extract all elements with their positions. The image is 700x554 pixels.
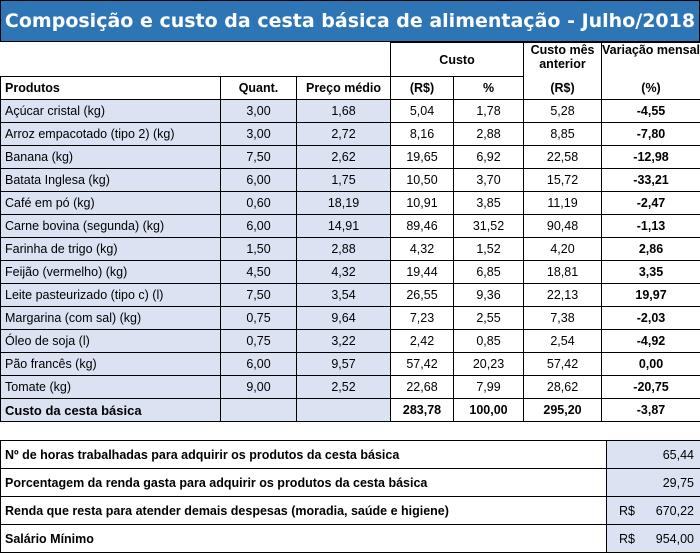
table-row xyxy=(1,307,700,330)
quant-cell: 0,75 xyxy=(221,330,297,353)
product-name-cell: Arroz empacotado (tipo 2) (kg) xyxy=(1,123,221,146)
cesta-basica-table xyxy=(0,42,700,422)
summary-value-cell xyxy=(607,469,700,497)
table-row xyxy=(1,353,700,376)
header-variacao-unit: (%) xyxy=(602,77,700,100)
custo-cell: 2,42 xyxy=(391,330,454,353)
custo-pct-cell: 9,36 xyxy=(454,284,524,307)
variacao-cell: -7,80 xyxy=(602,123,700,146)
variacao-cell: -20,75 xyxy=(602,376,700,399)
custo-pct-cell: 0,85 xyxy=(454,330,524,353)
product-name-cell: Café em pó (kg) xyxy=(1,192,221,215)
custo-anterior-cell: 57,42 xyxy=(524,353,602,376)
table-row xyxy=(1,238,700,261)
custo-cell: 26,55 xyxy=(391,284,454,307)
product-name-cell: Feijão (vermelho) (kg) xyxy=(1,261,221,284)
custo-cell: 4,32 xyxy=(391,238,454,261)
quant-cell: 9,00 xyxy=(221,376,297,399)
summary-label: Porcentagem da renda gasta para adquirir os produtos da cesta básica xyxy=(1,469,607,497)
custo-anterior-cell: 22,13 xyxy=(524,284,602,307)
variacao-cell: -12,98 xyxy=(602,146,700,169)
variacao-cell: 3,35 xyxy=(602,261,700,284)
quant-cell: 6,00 xyxy=(221,215,297,238)
custo-anterior-cell: 8,85 xyxy=(524,123,602,146)
total-row xyxy=(1,399,700,422)
currency-symbol: R$ xyxy=(619,531,635,546)
header-custo-mes-anterior: Custo mês anterior xyxy=(524,43,602,77)
quant-cell: 4,50 xyxy=(221,261,297,284)
variacao-cell: -4,55 xyxy=(602,100,700,123)
product-name-cell: Batata Inglesa (kg) xyxy=(1,169,221,192)
preco-medio-cell: 1,75 xyxy=(297,169,391,192)
custo-cell: 7,23 xyxy=(391,307,454,330)
page-title: Composição e custo da cesta básica de alimentação - Julho/2018 xyxy=(0,0,700,42)
header-row-top xyxy=(1,43,700,77)
header-custo-pct: % xyxy=(454,77,524,100)
preco-medio-cell: 2,52 xyxy=(297,376,391,399)
preco-medio-cell: 2,62 xyxy=(297,146,391,169)
custo-anterior-cell: 28,62 xyxy=(524,376,602,399)
total-anterior: 295,20 xyxy=(524,399,602,422)
total-variacao: -3,87 xyxy=(602,399,700,422)
header-produtos: Produtos xyxy=(1,77,221,100)
product-name-cell: Óleo de soja (l) xyxy=(1,330,221,353)
custo-pct-cell: 6,85 xyxy=(454,261,524,284)
preco-medio-cell: 2,72 xyxy=(297,123,391,146)
total-label: Custo da cesta básica xyxy=(1,399,221,422)
custo-anterior-cell: 11,19 xyxy=(524,192,602,215)
custo-anterior-cell: 22,58 xyxy=(524,146,602,169)
custo-anterior-cell: 4,20 xyxy=(524,238,602,261)
custo-pct-cell: 3,70 xyxy=(454,169,524,192)
variacao-cell: -2,47 xyxy=(602,192,700,215)
summary-row xyxy=(1,525,700,553)
summary-value-cell xyxy=(607,441,700,469)
header-custo: Custo xyxy=(391,43,524,77)
currency-symbol: R$ xyxy=(619,503,635,518)
custo-anterior-cell: 90,48 xyxy=(524,215,602,238)
variacao-cell: 0,00 xyxy=(602,353,700,376)
variacao-cell: 19,97 xyxy=(602,284,700,307)
summary-value-cell xyxy=(607,497,700,525)
product-name-cell: Tomate (kg) xyxy=(1,376,221,399)
custo-cell: 10,50 xyxy=(391,169,454,192)
custo-pct-cell: 7,99 xyxy=(454,376,524,399)
summary-value: 670,22 xyxy=(655,503,694,518)
table-row xyxy=(1,169,700,192)
header-variacao-mensal: Variação mensal xyxy=(602,43,700,77)
product-name-cell: Margarina (com sal) (kg) xyxy=(1,307,221,330)
summary-value: 65,44 xyxy=(662,447,694,462)
variacao-cell: -4,92 xyxy=(602,330,700,353)
header-row-bottom xyxy=(1,77,700,100)
preco-medio-cell: 1,68 xyxy=(297,100,391,123)
custo-anterior-cell: 2,54 xyxy=(524,330,602,353)
product-name-cell: Farinha de trigo (kg) xyxy=(1,238,221,261)
custo-anterior-cell: 7,38 xyxy=(524,307,602,330)
preco-medio-cell: 9,57 xyxy=(297,353,391,376)
table-row xyxy=(1,192,700,215)
custo-pct-cell: 1,52 xyxy=(454,238,524,261)
custo-pct-cell: 2,55 xyxy=(454,307,524,330)
custo-pct-cell: 6,92 xyxy=(454,146,524,169)
custo-cell: 5,04 xyxy=(391,100,454,123)
summary-row xyxy=(1,469,700,497)
product-name-cell: Carne bovina (segunda) (kg) xyxy=(1,215,221,238)
quant-cell: 0,75 xyxy=(221,307,297,330)
quant-cell: 6,00 xyxy=(221,353,297,376)
header-preco-medio: Preço médio xyxy=(297,77,391,100)
product-name-cell: Banana (kg) xyxy=(1,146,221,169)
preco-medio-cell: 3,54 xyxy=(297,284,391,307)
table-row xyxy=(1,215,700,238)
custo-cell: 19,65 xyxy=(391,146,454,169)
header-quant: Quant. xyxy=(221,77,297,100)
total-pct: 100,00 xyxy=(454,399,524,422)
summary-label: Renda que resta para atender demais despesas (moradia, saúde e higiene) xyxy=(1,497,607,525)
variacao-cell: 2,86 xyxy=(602,238,700,261)
table-row xyxy=(1,376,700,399)
custo-cell: 89,46 xyxy=(391,215,454,238)
custo-pct-cell: 3,85 xyxy=(454,192,524,215)
preco-medio-cell: 4,32 xyxy=(297,261,391,284)
header-anterior-unit: (R$) xyxy=(524,77,602,100)
summary-table xyxy=(0,440,700,553)
table-row xyxy=(1,146,700,169)
preco-medio-cell: 2,88 xyxy=(297,238,391,261)
quant-cell: 7,50 xyxy=(221,284,297,307)
product-name-cell: Açúcar cristal (kg) xyxy=(1,100,221,123)
custo-cell: 57,42 xyxy=(391,353,454,376)
table-row xyxy=(1,123,700,146)
summary-value-cell xyxy=(607,525,700,553)
summary-row xyxy=(1,497,700,525)
variacao-cell: -2,03 xyxy=(602,307,700,330)
quant-cell: 6,00 xyxy=(221,169,297,192)
product-name-cell: Pão francês (kg) xyxy=(1,353,221,376)
custo-anterior-cell: 5,28 xyxy=(524,100,602,123)
header-custo-rs: (R$) xyxy=(391,77,454,100)
product-name-cell: Leite pasteurizado (tipo c) (l) xyxy=(1,284,221,307)
summary-value: 29,75 xyxy=(662,475,694,490)
preco-medio-cell: 18,19 xyxy=(297,192,391,215)
custo-pct-cell: 31,52 xyxy=(454,215,524,238)
custo-cell: 8,16 xyxy=(391,123,454,146)
summary-label: Salário Mínimo xyxy=(1,525,607,553)
total-custo: 283,78 xyxy=(391,399,454,422)
variacao-cell: -33,21 xyxy=(602,169,700,192)
table-row xyxy=(1,330,700,353)
custo-pct-cell: 1,78 xyxy=(454,100,524,123)
quant-cell: 0,60 xyxy=(221,192,297,215)
summary-label: Nº de horas trabalhadas para adquirir os produtos da cesta básica xyxy=(1,441,607,469)
custo-cell: 10,91 xyxy=(391,192,454,215)
variacao-cell: -1,13 xyxy=(602,215,700,238)
summary-value: 954,00 xyxy=(655,531,694,546)
quant-cell: 7,50 xyxy=(221,146,297,169)
table-row xyxy=(1,261,700,284)
summary-row xyxy=(1,441,700,469)
table-row xyxy=(1,284,700,307)
preco-medio-cell: 3,22 xyxy=(297,330,391,353)
preco-medio-cell: 9,64 xyxy=(297,307,391,330)
quant-cell: 3,00 xyxy=(221,123,297,146)
custo-cell: 22,68 xyxy=(391,376,454,399)
custo-pct-cell: 20,23 xyxy=(454,353,524,376)
quant-cell: 3,00 xyxy=(221,100,297,123)
table-row xyxy=(1,100,700,123)
preco-medio-cell: 14,91 xyxy=(297,215,391,238)
custo-anterior-cell: 15,72 xyxy=(524,169,602,192)
quant-cell: 1,50 xyxy=(221,238,297,261)
custo-pct-cell: 2,88 xyxy=(454,123,524,146)
custo-anterior-cell: 18,81 xyxy=(524,261,602,284)
custo-cell: 19,44 xyxy=(391,261,454,284)
